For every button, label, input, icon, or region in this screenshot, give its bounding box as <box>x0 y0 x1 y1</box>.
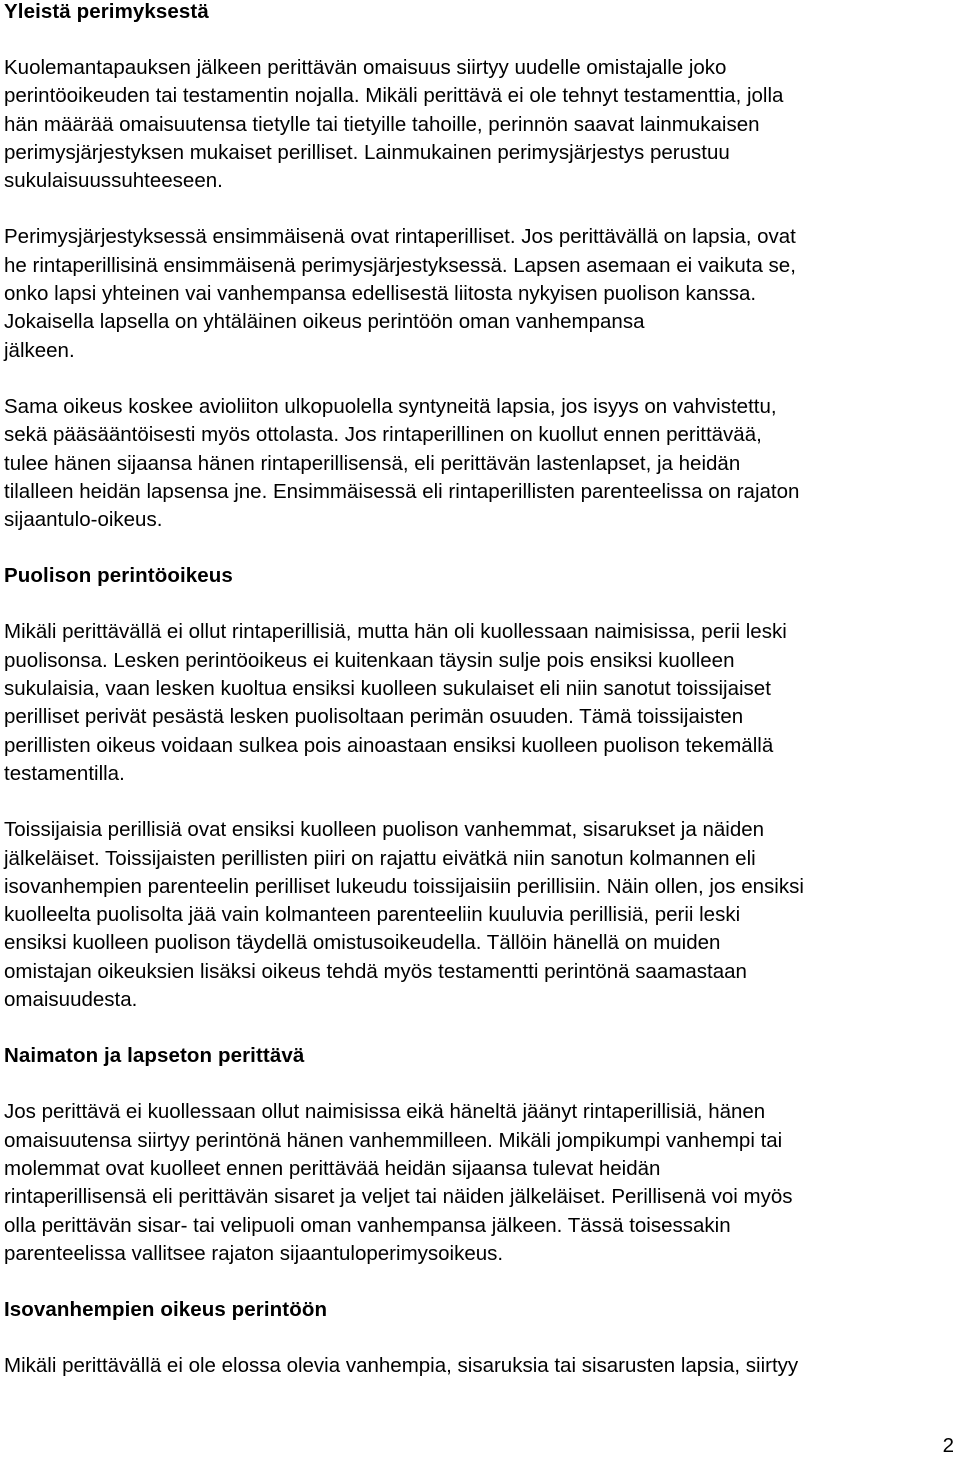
text-line: testamentilla. <box>4 761 125 785</box>
text-line: Mikäli perittävällä ei ollut rintaperillisiä, mutta hän oli kuollessaan naimisissa, perii leski <box>4 620 787 644</box>
paragraph <box>4 1098 956 1268</box>
section-heading-isovanhempien-oikeus: Isovanhempien oikeus perintöön <box>4 1298 328 1322</box>
paragraph <box>4 223 956 364</box>
page-number: 2 <box>942 1434 954 1457</box>
text-line: omaisuudesta. <box>4 988 138 1012</box>
text-line: Mikäli perittävällä ei ole elossa olevia vanhempia, sisaruksia tai sisarusten lapsia, siirtyy <box>4 1354 799 1378</box>
text-line: perilliset perivät pesästä lesken puolisoltaan perimän osuuden. Tämä toissijaisten <box>4 705 744 729</box>
text-line: omistajan oikeuksien lisäksi oikeus tehdä myös testamentti perintönä saamastaan <box>4 959 747 983</box>
text-line: jälkeläiset. Toissijaisten perillisten piiri on rajattu eivätkä niin sanotun kolmannen eli <box>4 846 756 870</box>
text-line: jälkeen. <box>4 338 75 362</box>
text-line: sekä pääsääntöisesti myös ottolasta. Jos rintaperillinen on kuollut ennen perittävää, <box>4 423 762 447</box>
text-line: onko lapsi yhteinen vai vanhempansa edellisestä liitosta nykyisen puolison kanssa. <box>4 282 757 306</box>
text-line: tulee hänen sijaansa hänen rintaperillisensä, eli perittävän lastenlapset, ja heidän <box>4 451 741 475</box>
text-line: molemmat ovat kuolleet ennen perittävää heidän sijaansa tulevat heidän <box>4 1156 661 1180</box>
text-line: isovanhempien parenteelin perilliset lukeudu toissijaisiin perillisiin. Näin ollen, jos ensiksi <box>4 874 804 898</box>
text-line: Toissijaisia perillisiä ovat ensiksi kuolleen puolison vanhemmat, sisarukset ja näiden <box>4 818 765 842</box>
text-line: perillisten oikeus voidaan sulkea pois ainoastaan ensiksi kuolleen puolison tekemällä <box>4 733 774 757</box>
text-line: kuolleelta puolisolta jää vain kolmanteen parenteeliin kuuluvia perillisiä, perii leski <box>4 903 741 927</box>
text-line: sukulaisuussuhteeseen. <box>4 169 223 193</box>
text-line: sukulaisia, vaan lesken kuoltua ensiksi kuolleen sukulaiset eli niin sanotut toissijaiset <box>4 677 771 701</box>
paragraph <box>4 1352 956 1380</box>
text-line: Jos perittävä ei kuollessaan ollut naimisissa eikä häneltä jäänyt rintaperillisiä, hänen <box>4 1100 766 1124</box>
text-line: parenteelissa vallitsee rajaton sijaantuloperimysoikeus. <box>4 1241 504 1265</box>
paragraph <box>4 816 956 1014</box>
text-line: omaisuutensa siirtyy perintönä hänen vanhemmilleen. Mikäli jompikumpi vanhempi tai <box>4 1128 783 1152</box>
text-line: Perimysjärjestyksessä ensimmäisenä ovat rintaperilliset. Jos perittävällä on lapsia, ovat <box>4 225 796 249</box>
section-heading-naimaton-ja-lapseton: Naimaton ja lapseton perittävä <box>4 1044 305 1068</box>
text-line: Sama oikeus koskee avioliiton ulkopuolella syntyneitä lapsia, jos isyys on vahvistettu, <box>4 394 777 418</box>
text-line: ensiksi kuolleen puolison täydellä omistusoikeudella. Tällöin hänellä on muiden <box>4 931 721 955</box>
text-line: Kuolemantapauksen jälkeen perittävän omaisuus siirtyy uudelle omistajalle joko <box>4 56 727 79</box>
text-line: tilalleen heidän lapsensa jne. Ensimmäisessä eli rintaperillisten parenteelissa on rajaton <box>4 479 800 503</box>
text-line: puolisonsa. Lesken perintöoikeus ei kuitenkaan täysin sulje pois ensiksi kuolleen <box>4 648 735 672</box>
text-line: Jokaisella lapsella on yhtäläinen oikeus perintöön oman vanhempansa <box>4 310 645 334</box>
section-heading-puolison-perintooikeus: Puolison perintöoikeus <box>4 564 233 588</box>
document-page <box>4 0 956 1380</box>
text-line: rintaperillisensä eli perittävän sisaret ja veljet tai näiden jälkeläiset. Perillisenä voi myös <box>4 1185 793 1209</box>
text-line: sijaantulo-oikeus. <box>4 508 163 532</box>
paragraph <box>4 618 956 788</box>
text-line: olla perittävän sisar- tai velipuoli oman vanhempansa jälkeen. Tässä toisessakin <box>4 1213 731 1237</box>
paragraph <box>4 54 956 195</box>
text-line: perintöoikeuden tai testamentin nojalla. Mikäli perittävä ei ole tehnyt testamenttia, jolla <box>4 84 784 108</box>
text-line: he rintaperillisinä ensimmäisenä perimysjärjestyksessä. Lapsen asemaan ei vaikuta se, <box>4 253 796 277</box>
text-line: hän määrää omaisuutensa tietylle tai tietyille tahoille, perinnön saavat lainmukaisen <box>4 112 760 136</box>
text-line: perimysjärjestyksen mukaiset perilliset. Lainmukainen perimysjärjestys perustuu <box>4 140 730 164</box>
section-heading-yleista-perimyksesta: Yleistä perimyksestä <box>4 0 209 23</box>
paragraph <box>4 393 956 534</box>
